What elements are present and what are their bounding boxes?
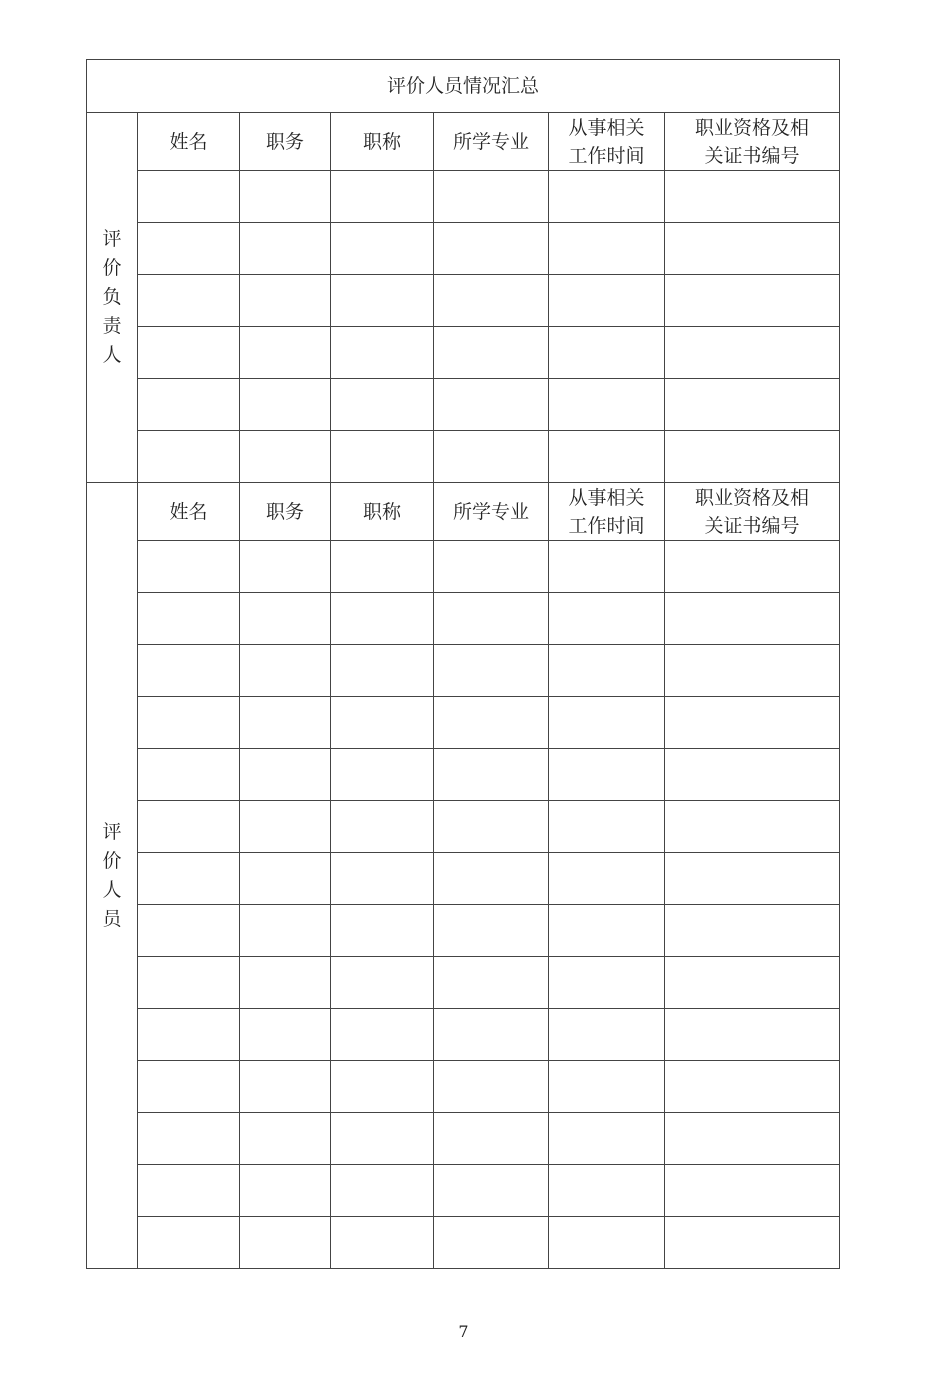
cell-name[interactable] (138, 749, 240, 801)
column-header-position: 职务 (240, 483, 331, 541)
cell-certificate[interactable] (665, 1165, 840, 1217)
column-header-certificate: 职业资格及相 关证书编号 (665, 113, 840, 171)
column-header-work-years: 从事相关 工作时间 (549, 113, 665, 171)
column-header-major: 所学专业 (434, 483, 549, 541)
cell-position[interactable] (240, 957, 331, 1009)
cell-certificate[interactable] (665, 1009, 840, 1061)
cell-certificate[interactable] (665, 275, 840, 327)
column-header-certificate: 职业资格及相 关证书编号 (665, 483, 840, 541)
cell-title[interactable] (331, 645, 434, 697)
cell-major[interactable] (434, 171, 549, 223)
cell-certificate[interactable] (665, 223, 840, 275)
cell-certificate[interactable] (665, 1113, 840, 1165)
cell-name[interactable] (138, 379, 240, 431)
cell-major[interactable] (434, 223, 549, 275)
section-header-row (87, 113, 840, 171)
cell-title[interactable] (331, 431, 434, 483)
cell-name[interactable] (138, 905, 240, 957)
table-row (87, 327, 840, 379)
cell-name[interactable] (138, 1113, 240, 1165)
cell-title[interactable] (331, 223, 434, 275)
cell-certificate[interactable] (665, 327, 840, 379)
cell-major[interactable] (434, 957, 549, 1009)
cell-position[interactable] (240, 697, 331, 749)
section-header-row (87, 483, 840, 541)
cell-certificate[interactable] (665, 541, 840, 593)
table-row (87, 853, 840, 905)
cell-name[interactable] (138, 645, 240, 697)
cell-certificate[interactable] (665, 905, 840, 957)
table-row (87, 593, 840, 645)
cell-major[interactable] (434, 275, 549, 327)
cell-name[interactable] (138, 171, 240, 223)
section-label (87, 113, 138, 483)
cell-title[interactable] (331, 379, 434, 431)
cell-certificate[interactable] (665, 697, 840, 749)
cell-name[interactable] (138, 327, 240, 379)
cell-certificate[interactable] (665, 379, 840, 431)
cell-title[interactable] (331, 749, 434, 801)
column-header-name: 姓名 (138, 113, 240, 171)
cell-major[interactable] (434, 1165, 549, 1217)
cell-work-years[interactable] (549, 645, 665, 697)
cell-work-years[interactable] (549, 697, 665, 749)
column-header-title: 职称 (331, 113, 434, 171)
cell-position[interactable] (240, 905, 331, 957)
column-header-name: 姓名 (138, 483, 240, 541)
column-header-title: 职称 (331, 483, 434, 541)
cell-position[interactable] (240, 1009, 331, 1061)
cell-position[interactable] (240, 275, 331, 327)
cell-work-years[interactable] (549, 379, 665, 431)
table-row (87, 275, 840, 327)
cell-name[interactable] (138, 957, 240, 1009)
cell-position[interactable] (240, 379, 331, 431)
cell-certificate[interactable] (665, 957, 840, 1009)
cell-name[interactable] (138, 541, 240, 593)
cell-title[interactable] (331, 1009, 434, 1061)
cell-major[interactable] (434, 853, 549, 905)
table-row (87, 645, 840, 697)
column-header-position: 职务 (240, 113, 331, 171)
section-label-char: 评 (102, 228, 122, 250)
cell-major[interactable] (434, 905, 549, 957)
cell-certificate[interactable] (665, 1217, 840, 1269)
table-title: 评价人员情况汇总 (87, 60, 840, 113)
table-title-row (87, 60, 840, 113)
cell-title[interactable] (331, 905, 434, 957)
table-row (87, 1009, 840, 1061)
cell-position[interactable] (240, 1217, 331, 1269)
table-row (87, 801, 840, 853)
cell-title[interactable] (331, 1113, 434, 1165)
section-label-char: 员 (102, 907, 122, 930)
cell-major[interactable] (434, 1009, 549, 1061)
cell-name[interactable] (138, 801, 240, 853)
cell-name[interactable] (138, 1165, 240, 1217)
cell-position[interactable] (240, 431, 331, 483)
table-row (87, 1217, 840, 1269)
cell-name[interactable] (138, 1009, 240, 1061)
table-row (87, 1165, 840, 1217)
section-label (87, 483, 138, 1269)
cell-work-years[interactable] (549, 541, 665, 593)
cell-position[interactable] (240, 593, 331, 645)
section-label-char: 责 (102, 315, 122, 337)
cell-name[interactable] (138, 223, 240, 275)
cell-name[interactable] (138, 697, 240, 749)
cell-title[interactable] (331, 801, 434, 853)
cell-title[interactable] (331, 171, 434, 223)
cell-title[interactable] (331, 275, 434, 327)
table-row (87, 431, 840, 483)
cell-certificate[interactable] (665, 431, 840, 483)
cell-work-years[interactable] (549, 853, 665, 905)
cell-certificate[interactable] (665, 853, 840, 905)
cell-certificate[interactable] (665, 1061, 840, 1113)
cell-work-years[interactable] (549, 957, 665, 1009)
cell-work-years[interactable] (549, 275, 665, 327)
cell-certificate[interactable] (665, 801, 840, 853)
cell-major[interactable] (434, 431, 549, 483)
cell-major[interactable] (434, 541, 549, 593)
cell-work-years[interactable] (549, 171, 665, 223)
table-row (87, 1061, 840, 1113)
table-row (87, 697, 840, 749)
cell-work-years[interactable] (549, 801, 665, 853)
cell-major[interactable] (434, 1061, 549, 1113)
cell-position[interactable] (240, 1113, 331, 1165)
cell-position[interactable] (240, 1061, 331, 1113)
evaluator-summary-table (86, 59, 840, 1269)
cell-position[interactable] (240, 223, 331, 275)
cell-work-years[interactable] (549, 431, 665, 483)
cell-title[interactable] (331, 1061, 434, 1113)
cell-work-years[interactable] (549, 223, 665, 275)
cell-major[interactable] (434, 749, 549, 801)
table-row (87, 171, 840, 223)
cell-name[interactable] (138, 275, 240, 327)
section-label-char: 人 (102, 344, 122, 366)
cell-position[interactable] (240, 171, 331, 223)
cell-title[interactable] (331, 1165, 434, 1217)
cell-name[interactable] (138, 1061, 240, 1113)
column-header-major: 所学专业 (434, 113, 549, 171)
cell-major[interactable] (434, 1217, 549, 1269)
cell-position[interactable] (240, 749, 331, 801)
cell-position[interactable] (240, 541, 331, 593)
cell-work-years[interactable] (549, 1061, 665, 1113)
page-number: 7 (458, 1322, 469, 1341)
cell-work-years[interactable] (549, 905, 665, 957)
table-row (87, 905, 840, 957)
section-label-char: 负 (102, 286, 122, 308)
cell-major[interactable] (434, 379, 549, 431)
cell-certificate[interactable] (665, 645, 840, 697)
cell-work-years[interactable] (549, 1217, 665, 1269)
cell-name[interactable] (138, 853, 240, 905)
cell-position[interactable] (240, 327, 331, 379)
cell-name[interactable] (138, 1217, 240, 1269)
cell-certificate[interactable] (665, 593, 840, 645)
section-label-char: 人 (102, 878, 122, 901)
cell-work-years[interactable] (549, 749, 665, 801)
cell-position[interactable] (240, 801, 331, 853)
section-label-char: 评 (102, 820, 122, 843)
cell-major[interactable] (434, 327, 549, 379)
column-header-work-years: 从事相关 工作时间 (549, 483, 665, 541)
cell-major[interactable] (434, 1113, 549, 1165)
cell-position[interactable] (240, 645, 331, 697)
cell-title[interactable] (331, 957, 434, 1009)
table-row (87, 957, 840, 1009)
table-row (87, 223, 840, 275)
cell-certificate[interactable] (665, 171, 840, 223)
cell-work-years[interactable] (549, 593, 665, 645)
table-row (87, 1113, 840, 1165)
section-label-char: 价 (102, 257, 122, 279)
cell-position[interactable] (240, 1165, 331, 1217)
cell-title[interactable] (331, 853, 434, 905)
cell-name[interactable] (138, 431, 240, 483)
cell-work-years[interactable] (549, 1113, 665, 1165)
cell-major[interactable] (434, 801, 549, 853)
cell-title[interactable] (331, 327, 434, 379)
cell-major[interactable] (434, 593, 549, 645)
cell-position[interactable] (240, 853, 331, 905)
cell-name[interactable] (138, 593, 240, 645)
cell-title[interactable] (331, 697, 434, 749)
cell-title[interactable] (331, 593, 434, 645)
cell-work-years[interactable] (549, 1165, 665, 1217)
cell-work-years[interactable] (549, 327, 665, 379)
cell-certificate[interactable] (665, 749, 840, 801)
table-row (87, 749, 840, 801)
section-label-char: 价 (102, 849, 122, 872)
cell-title[interactable] (331, 541, 434, 593)
cell-major[interactable] (434, 697, 549, 749)
table-row (87, 379, 840, 431)
cell-title[interactable] (331, 1217, 434, 1269)
cell-major[interactable] (434, 645, 549, 697)
table-row (87, 541, 840, 593)
cell-work-years[interactable] (549, 1009, 665, 1061)
